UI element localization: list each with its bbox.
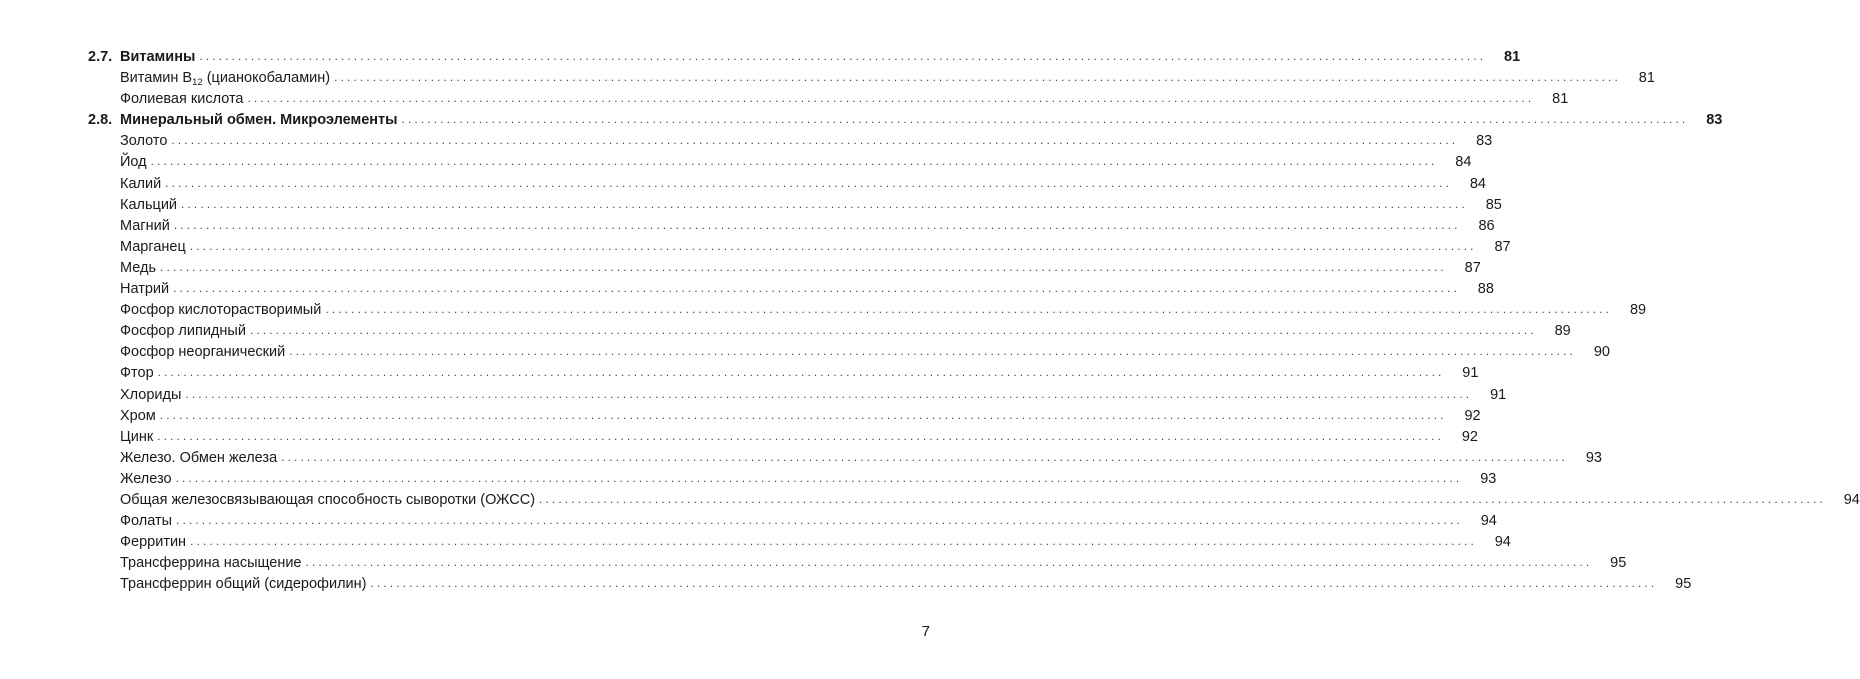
toc-entry-title: Минеральный обмен. Микроэлементы bbox=[120, 112, 398, 129]
toc-page-number: 84 bbox=[1469, 175, 1486, 192]
toc-page-number: 95 bbox=[1610, 555, 1627, 572]
toc-entry-title: Кальций bbox=[120, 196, 178, 213]
toc-page-number: 94 bbox=[1480, 513, 1497, 530]
toc-dot-leader: ........................................................................................................................................................................................................ bbox=[199, 49, 1487, 63]
toc-dot-leader: ........................................................................................................................................................................................................ bbox=[175, 470, 1463, 485]
toc-item-row[interactable] bbox=[88, 174, 1486, 195]
toc-entry-title: Трансферрин общий (сидерофилин) bbox=[120, 576, 367, 593]
toc-item-row[interactable] bbox=[88, 469, 1497, 490]
toc-item-row[interactable] bbox=[88, 279, 1494, 300]
toc-page-number: 89 bbox=[1629, 302, 1647, 319]
toc-item-row[interactable] bbox=[88, 89, 1569, 110]
toc-item-row[interactable] bbox=[88, 553, 1627, 574]
toc-page-number: 86 bbox=[1478, 217, 1495, 234]
toc-dot-leader: ........................................................................................................................................................................................................ bbox=[173, 217, 1461, 232]
toc-page-number: 89 bbox=[1554, 323, 1571, 340]
toc-dot-leader: ........................................................................................................................................................................................................ bbox=[189, 238, 1477, 253]
toc-dot-leader: ........................................................................................................................................................................................................ bbox=[370, 576, 1658, 591]
toc-page-number: 81 bbox=[1504, 49, 1521, 65]
toc-page-number: 91 bbox=[1490, 386, 1507, 403]
toc-dot-leader: ........................................................................................................................................................................................................ bbox=[325, 302, 1613, 317]
table-of-contents bbox=[88, 47, 1860, 595]
toc-entry-title: Фолаты bbox=[120, 513, 173, 530]
toc-entry-title: Фосфор неорганический bbox=[120, 344, 286, 361]
toc-item-row[interactable] bbox=[88, 511, 1497, 532]
toc-entry-title: Фосфор кислоторастворимый bbox=[120, 302, 322, 319]
toc-page-number: 88 bbox=[1477, 281, 1494, 298]
toc-dot-leader: ........................................................................................................................................................................................................ bbox=[150, 154, 1438, 169]
toc-dot-leader: ........................................................................................................................................................................................................ bbox=[249, 323, 1537, 338]
toc-item-row[interactable] bbox=[88, 490, 1860, 511]
toc-entry-title: Железо. Обмен железа bbox=[120, 449, 278, 466]
toc-page-number: 91 bbox=[1462, 365, 1479, 382]
toc-page-number: 87 bbox=[1464, 259, 1481, 276]
toc-item-row[interactable] bbox=[88, 532, 1511, 553]
toc-item-row[interactable] bbox=[88, 342, 1610, 363]
toc-item-row[interactable] bbox=[88, 216, 1495, 237]
toc-item-row[interactable] bbox=[88, 385, 1507, 406]
toc-page-number: 94 bbox=[1843, 491, 1860, 508]
toc-item-row[interactable] bbox=[88, 237, 1511, 258]
toc-item-row[interactable] bbox=[88, 152, 1472, 173]
toc-dot-leader: ........................................................................................................................................................................................................ bbox=[157, 365, 1445, 380]
toc-dot-leader: ........................................................................................................................................................................................................ bbox=[171, 133, 1459, 148]
toc-entry-title: Трансферрина насыщение bbox=[120, 555, 302, 572]
toc-page-number: 95 bbox=[1675, 576, 1692, 593]
toc-page-number: 93 bbox=[1480, 470, 1497, 487]
toc-item-row[interactable] bbox=[88, 363, 1479, 384]
toc-item-row[interactable] bbox=[88, 258, 1481, 279]
toc-page-number: 92 bbox=[1464, 407, 1481, 424]
toc-dot-leader: ........................................................................................................................................................................................................ bbox=[281, 449, 1568, 464]
toc-dot-leader: ........................................................................................................................................................................................................ bbox=[157, 428, 1444, 443]
toc-entry-title: Калий bbox=[120, 175, 162, 192]
toc-page-number: 83 bbox=[1706, 112, 1723, 129]
toc-entry-title: Хлориды bbox=[120, 386, 182, 403]
toc-entry-title: Хром bbox=[120, 407, 156, 424]
toc-entry-title: Йод bbox=[120, 154, 147, 171]
toc-entry-title: Медь bbox=[120, 259, 157, 276]
toc-entry-title: Марганец bbox=[120, 238, 186, 255]
toc-dot-leader: ........................................................................................................................................................................................................ bbox=[181, 196, 1468, 211]
toc-entry-title: Общая железосвязывающая способность сыворотки (ОЖСС) bbox=[120, 491, 536, 508]
toc-dot-leader: ........................................................................................................................................................................................................ bbox=[247, 91, 1535, 106]
toc-item-row[interactable] bbox=[88, 300, 1647, 321]
toc-section-row[interactable] bbox=[88, 110, 1723, 131]
toc-entry-title: Цинк bbox=[120, 428, 154, 445]
toc-page-number: 85 bbox=[1485, 196, 1502, 213]
toc-dot-leader: ........................................................................................................................................................................................................ bbox=[539, 491, 1826, 506]
toc-dot-leader: ........................................................................................................................................................................................................ bbox=[401, 112, 1689, 127]
toc-dot-leader: ........................................................................................................................................................................................................ bbox=[190, 534, 1477, 549]
toc-item-row[interactable] bbox=[88, 574, 1692, 595]
toc-dot-leader: ........................................................................................................................................................................................................ bbox=[176, 513, 1463, 528]
toc-entry-title: Фолиевая кислота bbox=[120, 91, 244, 108]
toc-entry-title: Железо bbox=[120, 470, 172, 487]
toc-dot-leader: ........................................................................................................................................................................................................ bbox=[334, 70, 1621, 85]
toc-section-number: 2.8. bbox=[88, 112, 113, 129]
toc-page-number: 94 bbox=[1494, 534, 1511, 551]
toc-page-number: 84 bbox=[1455, 154, 1472, 171]
toc-dot-leader: ........................................................................................................................................................................................................ bbox=[185, 386, 1473, 401]
toc-entry-title: Золото bbox=[120, 133, 168, 150]
toc-entry-title bbox=[120, 68, 334, 89]
toc-dot-leader: ........................................................................................................................................................................................................ bbox=[165, 175, 1452, 190]
toc-entry-title: Магний bbox=[120, 217, 170, 234]
toc-item-row[interactable] bbox=[88, 406, 1481, 427]
toc-item-row[interactable] bbox=[88, 448, 1602, 469]
page-number: 7 bbox=[921, 623, 930, 640]
toc-page-number: 92 bbox=[1461, 428, 1478, 445]
toc-item-row[interactable] bbox=[88, 195, 1502, 216]
toc-entry-title: Ферритин bbox=[120, 534, 187, 551]
toc-page-number: 87 bbox=[1494, 238, 1511, 255]
toc-dot-leader: ........................................................................................................................................................................................................ bbox=[289, 344, 1576, 359]
toc-entry-title: Фтор bbox=[120, 365, 154, 382]
toc-page-number: 83 bbox=[1476, 133, 1493, 150]
toc-item-row[interactable] bbox=[88, 131, 1493, 152]
toc-item-row[interactable] bbox=[88, 427, 1478, 448]
toc-entry-title-subscript: 12 bbox=[192, 77, 203, 89]
toc-page-number: 90 bbox=[1593, 344, 1610, 361]
toc-page-number: 81 bbox=[1638, 70, 1655, 87]
toc-item-row[interactable] bbox=[88, 68, 1655, 89]
toc-section-row[interactable] bbox=[88, 47, 1521, 68]
toc-dot-leader: ........................................................................................................................................................................................................ bbox=[305, 555, 1593, 570]
toc-dot-leader: ........................................................................................................................................................................................................ bbox=[173, 281, 1460, 296]
toc-section-number: 2.7. bbox=[88, 49, 113, 65]
toc-entry-title: Витамины bbox=[120, 49, 196, 65]
toc-item-row[interactable] bbox=[88, 321, 1571, 342]
toc-dot-leader: ........................................................................................................................................................................................................ bbox=[160, 259, 1447, 274]
toc-page-number: 93 bbox=[1585, 449, 1602, 466]
toc-dot-leader: ........................................................................................................................................................................................................ bbox=[159, 407, 1447, 422]
toc-entry-title-suffix: (цианокобаламин) bbox=[202, 70, 331, 87]
toc-entry-title: Фосфор липидный bbox=[120, 323, 246, 340]
toc-page-number: 81 bbox=[1552, 91, 1569, 108]
toc-entry-title-text: Витамин B bbox=[120, 70, 193, 87]
toc-entry-title: Натрий bbox=[120, 281, 170, 298]
